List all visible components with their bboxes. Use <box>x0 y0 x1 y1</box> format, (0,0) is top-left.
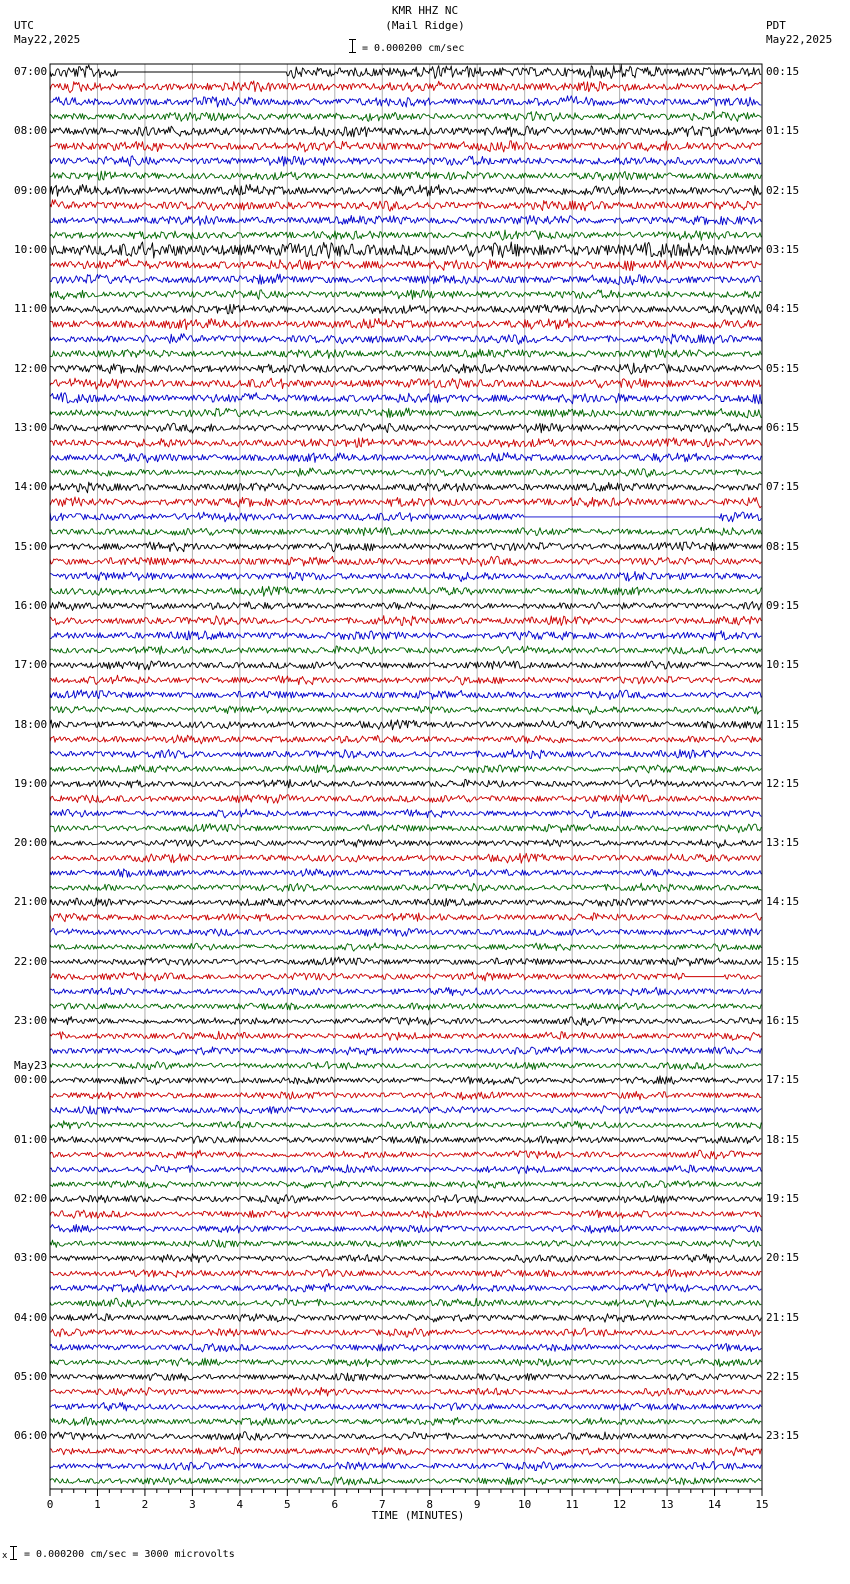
seismic-trace <box>50 141 761 152</box>
right-hour-label: 01:15 <box>766 124 800 138</box>
seismic-trace <box>50 869 761 877</box>
seismic-trace <box>50 616 761 626</box>
seismic-trace <box>50 571 761 581</box>
seismic-trace <box>50 156 761 167</box>
seismic-trace <box>50 1462 761 1471</box>
left-hour-label: 20:00 <box>14 836 48 850</box>
left-hour-label: 21:00 <box>14 895 48 909</box>
seismic-trace <box>50 824 761 833</box>
seismic-trace <box>50 171 761 181</box>
x-tick-label: 1 <box>94 1498 101 1511</box>
left-hour-label: 13:00 <box>14 420 48 434</box>
left-hour-label: 00:00 <box>14 1073 48 1087</box>
date-change-label: May23 <box>14 1059 48 1073</box>
seismic-trace <box>50 393 761 404</box>
seismic-trace <box>50 423 761 433</box>
seismic-trace <box>50 1269 761 1277</box>
station-location: (Mail Ridge) <box>385 19 465 32</box>
left-hour-label: 05:00 <box>14 1370 48 1384</box>
seismic-trace <box>50 1477 761 1485</box>
seismic-trace <box>50 913 761 922</box>
seismic-trace <box>50 1076 761 1085</box>
right-hour-label: 03:15 <box>766 242 800 256</box>
seismic-trace <box>50 215 761 225</box>
right-hour-label: 21:15 <box>766 1310 800 1324</box>
seismic-trace <box>50 65 761 79</box>
seismic-trace <box>50 304 761 314</box>
seismic-trace <box>50 512 761 522</box>
x-tick-label: 12 <box>612 1498 627 1511</box>
right-hour-label: 05:15 <box>766 361 800 375</box>
seismic-trace <box>50 690 761 700</box>
seismic-trace <box>50 318 761 329</box>
left-hour-label: 08:00 <box>14 124 48 138</box>
right-hour-label: 16:15 <box>766 1014 800 1028</box>
left-hour-label: 14:00 <box>14 480 48 494</box>
seismic-trace <box>50 1432 761 1441</box>
footer-scale-bar-icon <box>13 1546 14 1560</box>
right-hour-label: 00:15 <box>766 65 800 78</box>
x-tick-label: 13 <box>660 1498 674 1511</box>
seismic-trace <box>50 1298 761 1307</box>
seismic-trace <box>50 126 761 137</box>
right-hour-label: 14:15 <box>766 895 800 909</box>
footer-scale-label: = 0.000200 cm/sec = 3000 microvolts <box>24 1549 235 1560</box>
right-hour-label: 12:15 <box>766 776 800 790</box>
seismic-trace <box>50 646 761 654</box>
x-tick-label: 10 <box>518 1498 532 1511</box>
seismic-trace <box>50 987 761 995</box>
seismic-trace <box>50 334 761 345</box>
seismic-trace <box>50 556 761 566</box>
right-hour-label: 09:15 <box>766 598 800 612</box>
seismic-trace <box>50 1254 761 1263</box>
left-hour-label: 12:00 <box>14 361 48 375</box>
right-hour-label: 06:15 <box>766 420 800 434</box>
x-tick-label: 5 <box>284 1498 291 1511</box>
seismic-trace <box>50 1031 761 1040</box>
left-hour-label: 09:00 <box>14 183 48 197</box>
seismic-trace <box>50 259 761 271</box>
seismic-trace <box>50 1313 761 1322</box>
seismic-trace <box>50 468 761 477</box>
right-hour-label: 04:15 <box>766 302 800 316</box>
seismic-trace <box>50 290 761 300</box>
left-hour-label: 17:00 <box>14 658 48 672</box>
left-hour-label: 23:00 <box>14 1014 48 1028</box>
seismic-trace <box>50 527 761 535</box>
seismic-trace <box>50 1165 761 1174</box>
seismic-trace <box>50 274 761 285</box>
right-hour-label: 07:15 <box>766 480 800 494</box>
seismic-trace <box>50 1136 761 1144</box>
seismic-trace <box>50 1121 761 1129</box>
left-hour-label: 07:00 <box>14 65 48 78</box>
seismic-trace <box>50 809 761 818</box>
seismic-trace <box>50 779 761 788</box>
seismic-trace <box>50 972 761 981</box>
right-hour-label: 15:15 <box>766 954 800 968</box>
seismic-trace <box>50 1343 761 1352</box>
seismic-trace <box>50 81 761 93</box>
left-hour-label: 10:00 <box>14 242 48 256</box>
seismic-trace <box>50 675 761 685</box>
seismic-trace <box>50 661 761 670</box>
seismic-trace <box>50 1150 761 1159</box>
left-hour-label: 11:00 <box>14 302 48 316</box>
left-hour-label: 03:00 <box>14 1251 48 1265</box>
x-tick-label: 4 <box>236 1498 244 1511</box>
seismic-trace <box>50 1106 761 1114</box>
left-hour-label: 16:00 <box>14 598 48 612</box>
right-hour-label: 17:15 <box>766 1073 800 1087</box>
seismic-trace <box>50 749 761 758</box>
seismic-trace <box>50 602 761 611</box>
x-axis-title: TIME (MINUTES) <box>371 1509 465 1522</box>
seismic-trace <box>50 230 761 240</box>
seismic-trace <box>50 184 761 196</box>
seismic-trace <box>50 453 761 463</box>
seismic-trace <box>50 1047 761 1055</box>
footer-scale-bar-bottom <box>10 1559 17 1560</box>
left-hour-label: 15:00 <box>14 539 48 553</box>
seismic-trace <box>50 1402 761 1410</box>
seismic-trace <box>50 943 761 951</box>
seismic-trace <box>50 1417 761 1426</box>
scale-label: = 0.000200 cm/sec <box>362 43 465 54</box>
seismic-trace <box>50 1387 761 1396</box>
left-timezone: UTC <box>14 19 34 32</box>
seismic-trace <box>50 1447 761 1456</box>
seismic-trace <box>50 586 761 596</box>
seismic-trace <box>50 1358 761 1367</box>
seismic-trace <box>50 765 761 773</box>
seismic-trace <box>50 795 761 804</box>
x-tick-label: 9 <box>473 1498 481 1511</box>
right-hour-label: 02:15 <box>766 183 800 197</box>
seismic-trace <box>50 408 761 418</box>
seismic-trace <box>50 438 761 447</box>
seismic-trace <box>50 1224 761 1233</box>
right-hour-label: 20:15 <box>766 1251 800 1265</box>
x-tick-label: 6 <box>331 1498 339 1511</box>
x-tick-label: 15 <box>755 1498 769 1511</box>
right-timezone: PDT <box>766 19 786 32</box>
seismic-trace <box>50 1373 761 1381</box>
seismic-trace <box>50 1283 761 1292</box>
x-tick-label: 3 <box>189 1498 196 1511</box>
right-hour-label: 18:15 <box>766 1132 800 1146</box>
right-hour-label: 10:15 <box>766 658 800 672</box>
seismic-trace <box>50 497 761 508</box>
left-hour-label: 02:00 <box>14 1192 48 1206</box>
seismic-trace <box>50 735 761 744</box>
x-tick-label: 14 <box>707 1498 722 1511</box>
seismic-trace <box>50 898 761 906</box>
seismic-trace <box>50 928 761 936</box>
x-tick-label: 8 <box>426 1498 434 1511</box>
left-hour-label: 19:00 <box>14 776 48 790</box>
seismic-trace <box>50 883 761 891</box>
left-hour-label: 06:00 <box>14 1429 48 1443</box>
seismic-trace <box>50 112 761 122</box>
seismic-trace <box>50 482 761 493</box>
seismic-trace <box>50 1210 761 1218</box>
right-hour-label: 19:15 <box>766 1192 800 1206</box>
seismic-trace <box>50 349 761 358</box>
left-hour-label: 04:00 <box>14 1310 48 1324</box>
seismic-trace <box>50 1091 761 1100</box>
x-tick-label: 2 <box>141 1498 149 1511</box>
left-hour-label: 01:00 <box>14 1132 48 1146</box>
seismic-trace <box>50 957 761 966</box>
seismic-trace <box>50 1328 761 1337</box>
seismic-trace <box>50 242 761 258</box>
seismic-trace <box>50 720 761 730</box>
right-hour-label: 11:15 <box>766 717 800 731</box>
x-tick-label: 0 <box>46 1498 54 1511</box>
right-date: May22,2025 <box>766 33 833 46</box>
right-hour-label: 08:15 <box>766 539 800 553</box>
seismic-trace <box>50 1017 761 1026</box>
seismic-trace <box>50 363 761 374</box>
seismic-trace <box>50 378 761 389</box>
right-hour-label: 23:15 <box>766 1429 800 1443</box>
seismic-trace <box>50 706 761 714</box>
seismic-trace <box>50 1003 761 1010</box>
seismic-trace <box>50 542 761 552</box>
seismic-trace <box>50 96 761 107</box>
left-date: May22,2025 <box>14 33 81 46</box>
seismic-trace <box>50 631 761 641</box>
seismic-trace <box>50 200 761 212</box>
right-hour-label: 13:15 <box>766 836 800 850</box>
x-tick-label: 11 <box>565 1498 579 1511</box>
footer-marker: x <box>2 1551 8 1561</box>
left-hour-label: 22:00 <box>14 954 48 968</box>
seismic-trace <box>50 853 761 863</box>
seismic-trace <box>50 1240 761 1248</box>
seismic-trace <box>50 1181 761 1189</box>
seismic-trace <box>50 1062 761 1070</box>
right-hour-label: 22:15 <box>766 1370 800 1384</box>
footer-scale-bar-top <box>10 1546 17 1547</box>
station-title: KMR HHZ NC <box>391 4 459 17</box>
seismic-trace <box>50 839 761 848</box>
left-hour-label: 18:00 <box>14 717 48 731</box>
x-tick-label: 7 <box>378 1498 386 1511</box>
seismic-trace <box>50 1195 761 1204</box>
